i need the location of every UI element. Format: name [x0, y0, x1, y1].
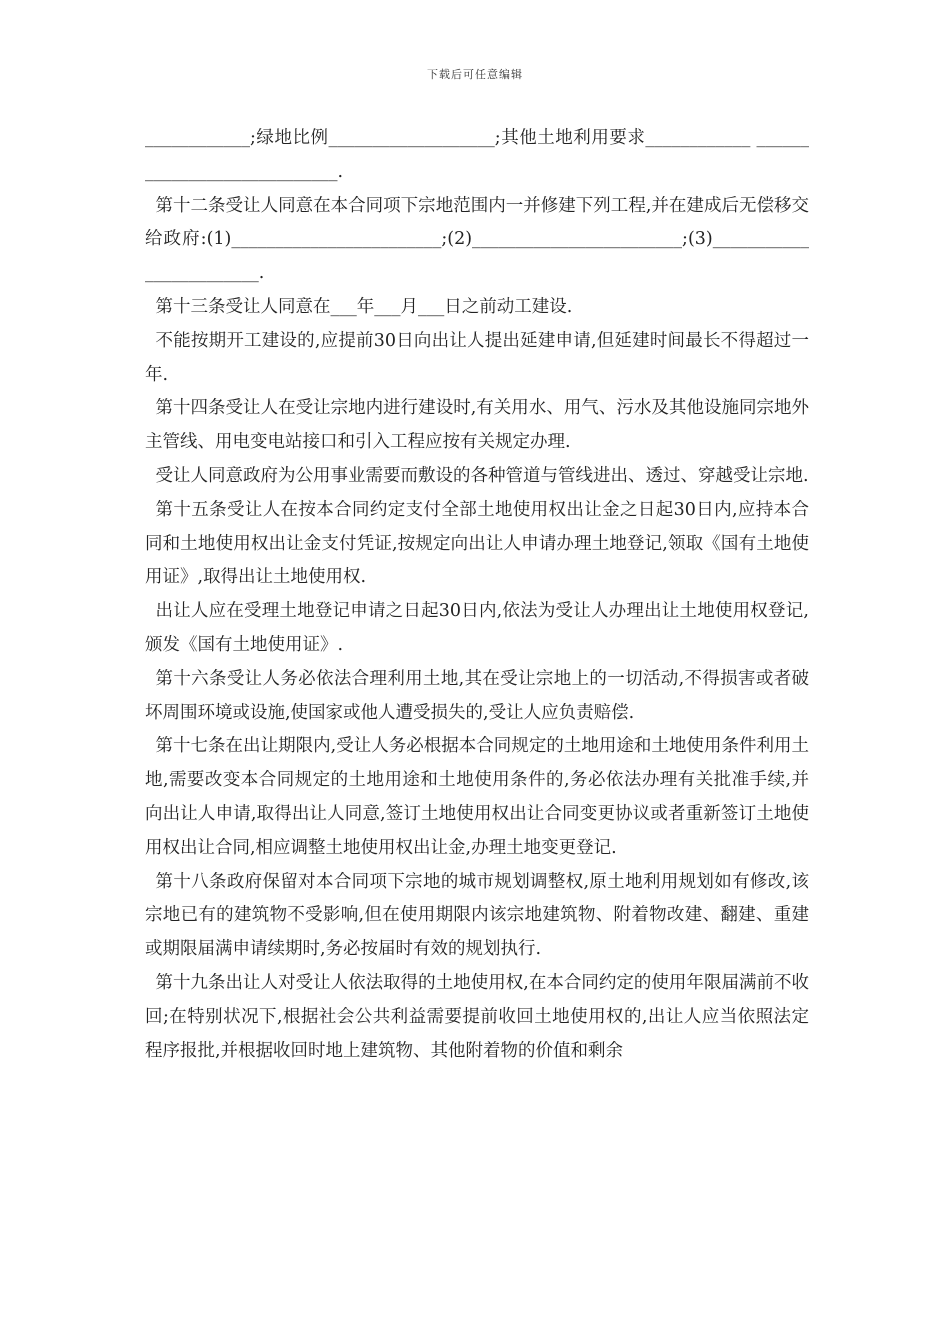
paragraph-article-15: 第十五条受让人在按本合同约定支付全部土地使用权出让金之日起30日内,应持本合同和土地使用权出让金支付凭证,按规定向出让人申请办理土地登记,领取《国有土地使用证》,取得出让土地使用权.	[145, 499, 809, 588]
paragraph-land-use-requirements: ____________;绿地比例___________________;其他土地利用要求____________ ____________________________.	[145, 128, 809, 182]
paragraph-article-16: 第十六条受让人务必依法合理利用土地,其在受让宗地上的一切活动,不得损害或者破坏周围环境或设施,使国家或他人遭受损失的,受让人应负责赔偿.	[145, 668, 809, 723]
paragraph-extension-request: 不能按期开工建设的,应提前30日向出让人提出延建申请,但延建时间最长不得超过一年.	[145, 330, 809, 385]
page-header: 下载后可任意编辑	[427, 68, 523, 81]
paragraph-article-19: 第十九条出让人对受让人依法取得的土地使用权,在本合同约定的使用年限届满前不收回;在特别状况下,根据社会公共利益需要提前收回土地使用权的,出让人应当依照法定程序报批,并根据收回时地上建筑物、其他附着物的价值和剩余	[145, 972, 809, 1061]
paragraph-public-pipelines: 受让人同意政府为公用事业需要而敷设的各种管道与管线进出、透过、穿越受让宗地.	[155, 465, 809, 486]
paragraph-article-12: 第十二条受让人同意在本合同项下宗地范围内一并修建下列工程,并在建成后无偿移交给政府:(1)________________________;(2)________________________;(3)________________________.	[145, 195, 809, 284]
paragraph-article-14: 第十四条受让人在受让宗地内进行建设时,有关用水、用气、污水及其他设施同宗地外主管线、用电变电站接口和引入工程应按有关规定办理.	[145, 398, 809, 453]
paragraph-registration: 出让人应在受理土地登记申请之日起30日内,依法为受让人办理出让土地使用权登记,颁发《国有土地使用证》.	[145, 601, 809, 655]
paragraph-article-17: 第十七条在出让期限内,受让人务必根据本合同规定的土地用途和土地使用条件利用土地,需要改变本合同规定的土地用途和土地使用条件的,务必依法办理有关批准手续,并向出让人申请,取得出让人同意,签订土地使用权出让合同变更协议或者重新签订土地使用权出让合同,相应调整土地使用权出让金,办理土地变更登记.	[145, 736, 809, 858]
paragraph-article-13: 第十三条受让人同意在___年___月___日之前动工建设.	[155, 296, 573, 317]
document-body	[145, 122, 809, 1068]
paragraph-article-18: 第十八条政府保留对本合同项下宗地的城市规划调整权,原土地利用规划如有修改,该宗地已有的建筑物不受影响,但在使用期限内该宗地建筑物、附着物改建、翻建、重建或期限届满申请续期时,务必按届时有效的规划执行.	[145, 871, 809, 960]
